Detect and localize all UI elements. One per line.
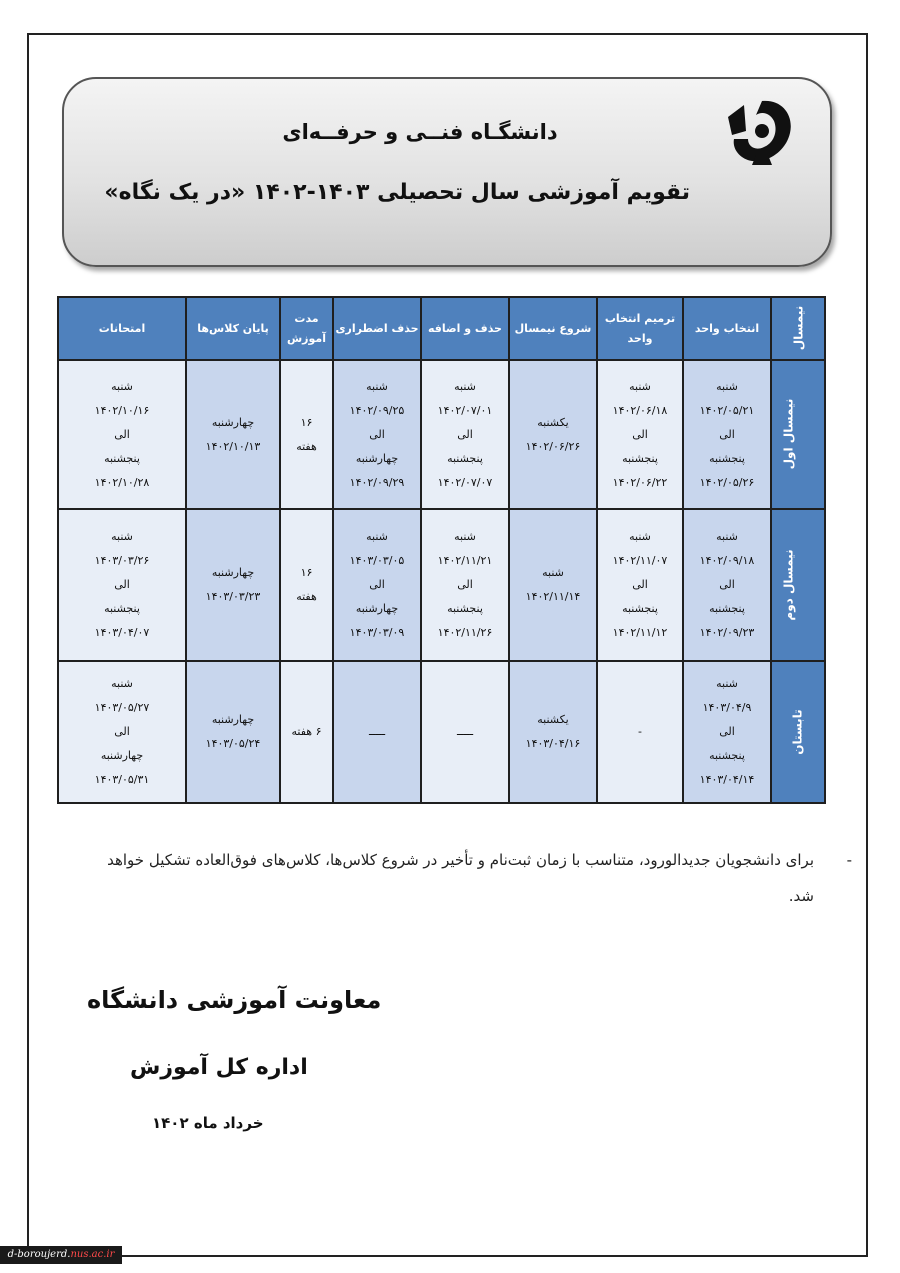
- cell-line: پنجشنبه: [622, 451, 658, 465]
- table-cell: [58, 661, 186, 803]
- semester-label: نیمسال اول: [781, 398, 796, 470]
- cell-line: ۱۴۰۲/۰۶/۱۸: [612, 403, 668, 417]
- table-cell: [421, 661, 509, 803]
- cell-line: شنبه: [542, 566, 564, 579]
- cell-line: هفته: [296, 590, 317, 603]
- cell-line: الی: [632, 578, 648, 591]
- newcomer-note: [82, 842, 852, 914]
- cell-line: شنبه: [716, 677, 738, 690]
- cell-line: ۱۴۰۲/۱۱/۱۲: [612, 626, 668, 639]
- column-header: مدت آموزش: [280, 297, 333, 360]
- cell-line: شنبه: [454, 530, 476, 543]
- column-header: حذف و اضافه: [421, 297, 509, 360]
- signature-department: معاونت آموزشی دانشگاه: [87, 986, 382, 1014]
- cell-line: ۱۴۰۲/۰۹/۲۵: [349, 403, 405, 417]
- cell-line: ۱۴۰۳/۰۵/۳۱: [94, 773, 150, 786]
- note-text: برای دانشجویان جدیدالورود، متناسب با زمان ثبت‌نام و تأخیر در شروع کلاس‌ها، کلاس‌های فوق‌العاده تشکیل خواهد شد.: [107, 851, 814, 905]
- cell-line: پنجشنبه: [622, 602, 658, 615]
- table-cell: [597, 509, 683, 661]
- university-name: دانشگـاه فنــی و حرفــه‌ای: [282, 120, 558, 144]
- column-header: امتحانات: [58, 297, 186, 360]
- table-row: [58, 360, 825, 509]
- cell-line: ۱۴۰۲/۰۹/۱۸: [699, 554, 755, 567]
- cell-line: پنجشنبه: [709, 451, 745, 465]
- cell-line: ـــــ: [456, 725, 474, 738]
- cell-line: الی: [457, 578, 473, 591]
- cell-line: چهارشنبه: [100, 749, 144, 762]
- watermark-domain: nus.ac.ir: [70, 1249, 115, 1260]
- cell-line: شنبه: [111, 530, 133, 543]
- cell-line: ۱۶: [300, 566, 313, 579]
- column-header: شروع نیمسال: [509, 297, 597, 360]
- cell-line: -: [638, 725, 642, 738]
- cell-line: یکشنبه: [537, 713, 569, 726]
- cell-line: ۱۴۰۲/۱۰/۲۸: [94, 475, 150, 489]
- cell-line: الی: [632, 427, 648, 441]
- cell-line: ۱۴۰۳/۰۵/۲۷: [94, 701, 150, 714]
- table-cell: [333, 360, 421, 509]
- cell-line: شنبه: [366, 379, 388, 393]
- cell-line: شنبه: [716, 530, 738, 543]
- table-cell: [597, 661, 683, 803]
- cell-line: ۱۴۰۲/۰۶/۲۶: [525, 439, 581, 453]
- cell-line: پنجشنبه: [447, 602, 483, 615]
- cell-line: الی: [719, 725, 735, 738]
- cell-line: ۱۴۰۳/۰۴/۰۷: [94, 626, 150, 639]
- cell-line: ۱۴۰۲/۱۰/۱۳: [205, 439, 261, 453]
- cell-line: چهارشنبه: [211, 566, 255, 579]
- cell-line: پنجشنبه: [709, 749, 745, 762]
- cell-line: ۶ هفته: [291, 725, 322, 738]
- table-cell: [683, 661, 771, 803]
- column-header: [771, 297, 825, 360]
- cell-line: ۱۴۰۲/۰۷/۰۷: [437, 475, 493, 489]
- calendar-title: تقویم آموزشی سال تحصیلی ۱۴۰۳-۱۴۰۲ «در یک نگاه»: [104, 180, 690, 205]
- table-cell: [186, 661, 280, 803]
- cell-line: ۱۴۰۲/۰۵/۲۶: [699, 475, 755, 489]
- cell-line: ۱۴۰۳/۰۴/۱۴: [699, 773, 755, 786]
- cell-line: شنبه: [111, 379, 133, 393]
- cell-line: شنبه: [716, 379, 738, 393]
- cell-line: شنبه: [629, 379, 651, 393]
- cell-line: ۱۴۰۲/۰۹/۲۳: [699, 626, 755, 639]
- cell-line: چهارشنبه: [211, 415, 255, 429]
- academic-calendar-table: [57, 296, 826, 804]
- cell-line: هفته: [296, 439, 317, 453]
- table-cell: [58, 509, 186, 661]
- table-cell: [280, 509, 333, 661]
- signature-office: اداره کل آموزش: [130, 1055, 308, 1080]
- site-watermark: [0, 1246, 122, 1264]
- cell-line: الی: [114, 578, 130, 591]
- cell-line: چهارشنبه: [355, 602, 399, 615]
- table-header-row: [58, 297, 825, 360]
- semester-label: تابستان: [791, 708, 805, 755]
- cell-line: ۱۴۰۳/۰۴/۹: [702, 701, 752, 714]
- table-cell: [186, 360, 280, 509]
- column-header-label: نیمسال: [790, 305, 805, 351]
- cell-line: ۱۴۰۳/۰۳/۰۵: [349, 554, 405, 567]
- cell-line: پنجشنبه: [447, 451, 483, 465]
- semester-label-cell: [771, 661, 825, 803]
- signature-date: خرداد ماه ۱۴۰۲: [152, 1114, 264, 1132]
- cell-line: شنبه: [629, 530, 651, 543]
- table-cell: [333, 661, 421, 803]
- column-header: انتخاب واحد: [683, 297, 771, 360]
- cell-line: ۱۴۰۳/۰۳/۰۹: [349, 626, 405, 639]
- cell-line: ـــــ: [368, 725, 386, 738]
- cell-line: ۱۴۰۳/۰۳/۲۳: [205, 590, 261, 603]
- table-cell: [333, 509, 421, 661]
- table-row: [58, 661, 825, 803]
- cell-line: شنبه: [111, 677, 133, 690]
- university-logo-icon: [722, 95, 798, 169]
- cell-line: ۱۴۰۲/۰۷/۰۱: [437, 403, 493, 417]
- table-cell: [421, 360, 509, 509]
- cell-line: ۱۴۰۲/۱۰/۱۶: [94, 403, 150, 417]
- cell-line: چهارشنبه: [355, 451, 399, 465]
- cell-line: ۱۴۰۲/۰۶/۲۲: [612, 475, 668, 489]
- table-cell: [509, 509, 597, 661]
- cell-line: ۱۴۰۳/۰۳/۲۶: [94, 554, 150, 567]
- watermark-prefix: d-boroujerd.: [7, 1249, 71, 1260]
- cell-line: الی: [457, 427, 473, 441]
- cell-line: چهارشنبه: [211, 713, 255, 726]
- table-cell: [280, 360, 333, 509]
- cell-line: الی: [719, 578, 735, 591]
- table-cell: [597, 360, 683, 509]
- cell-line: شنبه: [366, 530, 388, 543]
- column-header: پایان کلاس‌ها: [186, 297, 280, 360]
- cell-line: ۱۴۰۲/۰۹/۲۹: [349, 475, 405, 489]
- table-cell: [421, 509, 509, 661]
- cell-line: ۱۶: [300, 415, 313, 429]
- note-bullet: -: [846, 851, 852, 869]
- table-cell: [509, 360, 597, 509]
- semester-label-cell: [771, 509, 825, 661]
- cell-line: الی: [369, 427, 385, 441]
- table-cell: [58, 360, 186, 509]
- cell-line: پنجشنبه: [709, 602, 745, 615]
- cell-line: یکشنبه: [537, 415, 569, 429]
- cell-line: ۱۴۰۳/۰۴/۱۶: [525, 737, 581, 750]
- table-cell: [280, 661, 333, 803]
- cell-line: ۱۴۰۲/۱۱/۲۱: [437, 554, 493, 567]
- column-header: ترمیم انتخاب واحد: [597, 297, 683, 360]
- cell-line: ۱۴۰۲/۱۱/۰۷: [612, 554, 668, 567]
- cell-line: الی: [719, 427, 735, 441]
- table-cell: [509, 661, 597, 803]
- cell-line: ۱۴۰۲/۱۱/۲۶: [437, 626, 493, 639]
- cell-line: پنجشنبه: [104, 602, 140, 615]
- semester-label-cell: [771, 360, 825, 509]
- cell-line: پنجشنبه: [104, 451, 140, 465]
- cell-line: الی: [114, 725, 130, 738]
- cell-line: الی: [114, 427, 130, 441]
- cell-line: ۱۴۰۳/۰۵/۲۴: [205, 737, 261, 750]
- cell-line: ۱۴۰۲/۱۱/۱۴: [525, 590, 581, 603]
- column-header: حذف اضطراری: [333, 297, 421, 360]
- header-box: [62, 77, 832, 267]
- cell-line: الی: [369, 578, 385, 591]
- cell-line: شنبه: [454, 379, 476, 393]
- semester-label: نیمسال دوم: [781, 548, 796, 621]
- table-row: [58, 509, 825, 661]
- table-cell: [186, 509, 280, 661]
- cell-line: ۱۴۰۲/۰۵/۲۱: [699, 403, 755, 417]
